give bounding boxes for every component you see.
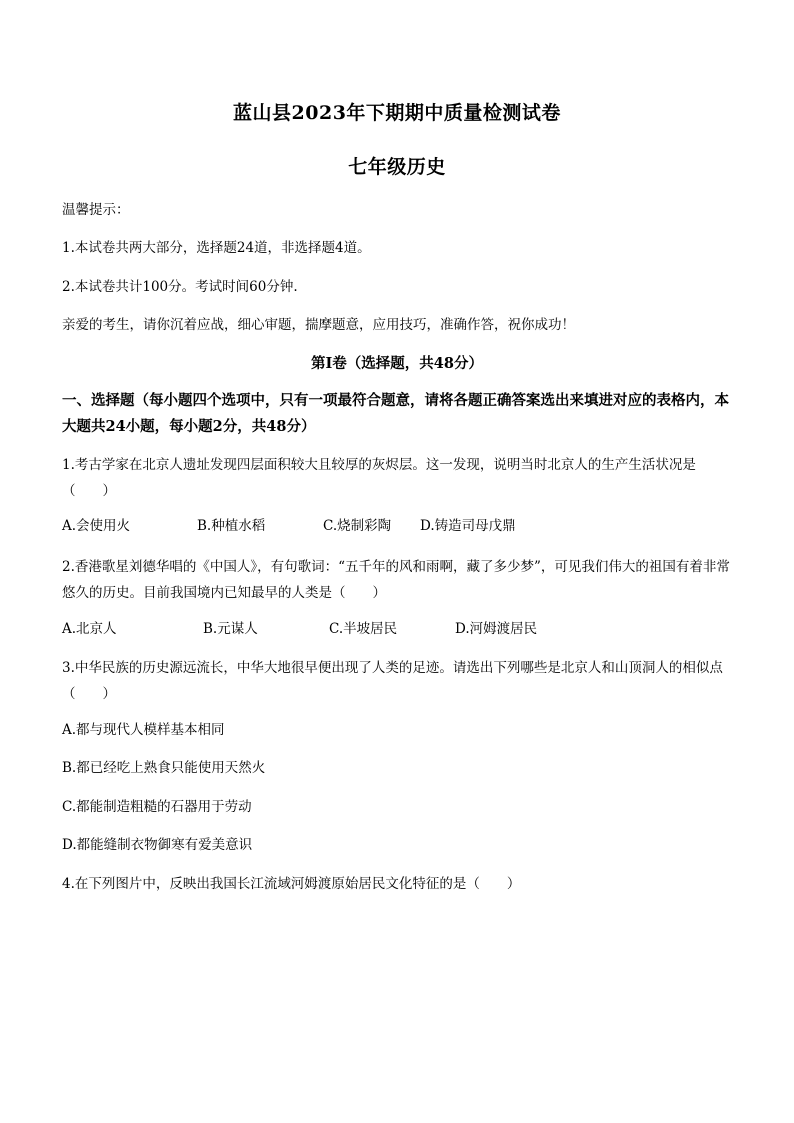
question-2-option-a: A.北京人 bbox=[62, 621, 117, 637]
question-2-option-b: B.元谋人 bbox=[203, 621, 258, 637]
notice-heading: 温馨提示： bbox=[62, 202, 130, 218]
question-1-option-b: B.种植水稻 bbox=[197, 518, 266, 534]
question-1-option-c: C.烧制彩陶 bbox=[323, 518, 392, 534]
notice-wish: 亲爱的考生，请你沉着应战，细心审题，揣摩题意，应用技巧，准确作答，祝你成功！ bbox=[62, 317, 575, 333]
question-3-option-a: A.都与现代人模样基本相同 bbox=[62, 722, 225, 738]
notice-item-2: 2.本试卷共计100分。考试时间60分钟. bbox=[62, 279, 298, 295]
question-2-stem: 2.香港歌星刘德华唱的《中国人》，有句歌词：“五千年的风和雨啊，藏了多少梦”，可见我们伟大的祖国有着非常悠久的历史。目前我国境内已知最早的人类是（ ） bbox=[62, 559, 730, 601]
question-1-stem: 1.考古学家在北京人遗址发现四层面积较大且较厚的灰烬层。这一发现，说明当时北京人的生产生活状况是（ ） bbox=[62, 457, 696, 499]
question-2-options bbox=[62, 620, 752, 638]
exam-title: 蓝山县2023年下期期中质量检测试卷 bbox=[233, 102, 561, 124]
question-3-stem: 3.中华民族的历史源远流长，中华大地很早便出现了人类的足迹。请选出下列哪些是北京人和山顶洞人的相似点（ ） bbox=[62, 660, 723, 702]
exam-subject: 七年级历史 bbox=[348, 156, 446, 178]
notice-item-1: 1.本试卷共两大部分，选择题24道，非选择题4道。 bbox=[62, 240, 371, 256]
question-3-option-c: C.都能制造粗糙的石器用于劳动 bbox=[62, 799, 252, 815]
question-3-option-b: B.都已经吃上熟食只能使用天然火 bbox=[62, 760, 266, 776]
question-1-option-a: A.会使用火 bbox=[62, 518, 131, 534]
question-1-options bbox=[62, 517, 752, 535]
section-instruction: 一、选择题（每小题四个选项中，只有一项最符合题意，请将各题正确答案选出来填进对应的表格内，本大题共24小题，每小题2分，共48分） bbox=[62, 392, 729, 435]
question-2-option-d: D.河姆渡居民 bbox=[455, 621, 538, 637]
question-2-option-c: C.半坡居民 bbox=[329, 621, 398, 637]
question-3-option-d: D.都能缝制衣物御寒有爱美意识 bbox=[62, 837, 253, 853]
question-1-option-d: D.铸造司母戊鼎 bbox=[420, 518, 516, 534]
part1-heading: 第Ⅰ卷（选择题，共48分） bbox=[311, 355, 483, 372]
question-4-stem: 4.在下列图片中，反映出我国长江流域河姆渡原始居民文化特征的是（ ） bbox=[62, 876, 521, 892]
